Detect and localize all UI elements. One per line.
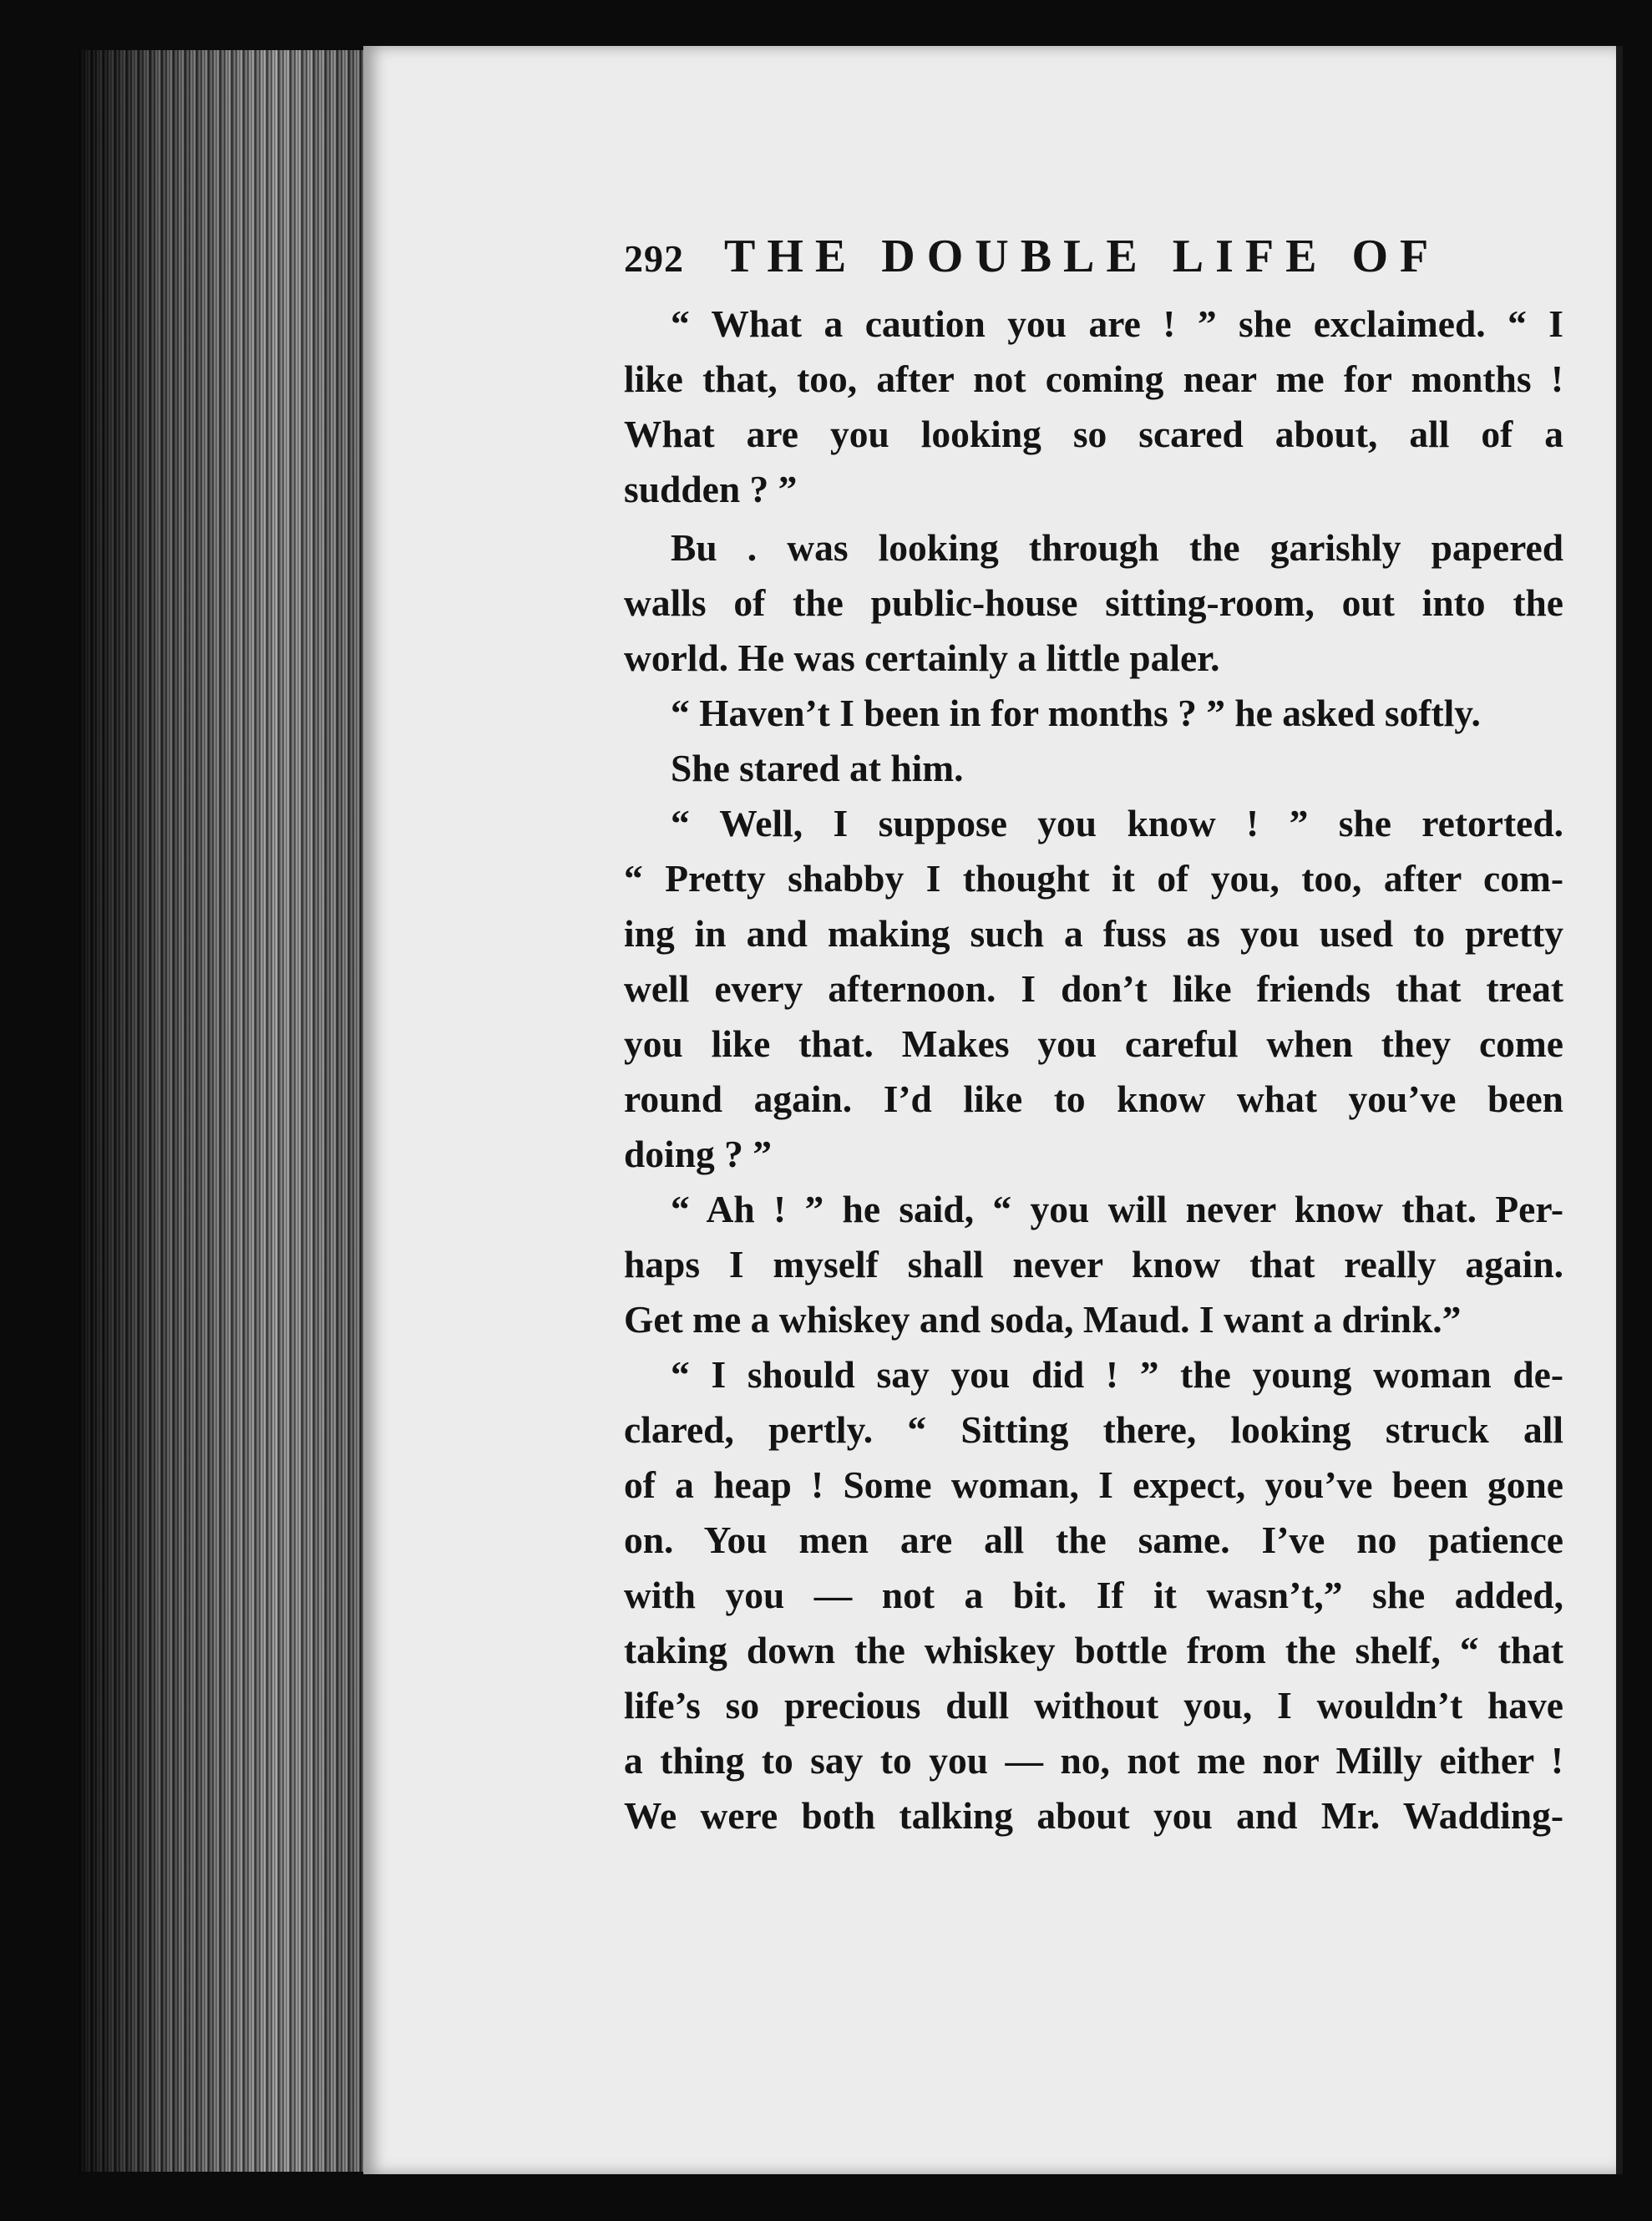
- text-line: round again. I’d like to know what you’ve been: [624, 1078, 1563, 1120]
- text-line: you like that. Makes you careful when they come: [624, 1022, 1563, 1065]
- running-head: THE DOUBLE LIFE OF: [724, 231, 1441, 282]
- text-line: “ Pretty shabby I thought it of you, too, after com-: [624, 857, 1563, 900]
- text-line: Bu . was looking through the garishly papered: [671, 526, 1563, 569]
- text-line: She stared at him.: [671, 747, 964, 789]
- text-line: “ What a caution you are ! ” she exclaimed. “ I: [671, 302, 1563, 345]
- text-line: world. He was certainly a little paler.: [624, 636, 1220, 679]
- text-line: taking down the whiskey bottle from the shelf, “ that: [624, 1629, 1563, 1671]
- text-line: What are you looking so scared about, all of a: [624, 413, 1563, 455]
- text-line: a thing to say to you — no, not me nor Milly either !: [624, 1739, 1563, 1782]
- text-line: of a heap ! Some woman, I expect, you’ve been gone: [624, 1463, 1563, 1506]
- text-line: clared, pertly. “ Sitting there, looking struck all: [624, 1408, 1563, 1451]
- text-line: on. You men are all the same. I’ve no patience: [624, 1519, 1563, 1561]
- text-line: “ Haven’t I been in for months ? ” he asked softly.: [671, 692, 1481, 734]
- text-line: “ Well, I suppose you know ! ” she retorted.: [671, 802, 1563, 844]
- text-line: walls of the public-house sitting-room, out into the: [624, 581, 1563, 624]
- text-line: “ I should say you did ! ” the young woman de-: [671, 1353, 1563, 1396]
- text-line: with you — not a bit. If it wasn’t,” she added,: [624, 1574, 1563, 1616]
- text-line: Get me a whiskey and soda, Maud. I want a drink.”: [624, 1298, 1462, 1341]
- text-line: ing in and making such a fuss as you used to pretty: [624, 912, 1563, 955]
- page-number: 292: [624, 237, 684, 280]
- text-line: well every afternoon. I don’t like friends that treat: [624, 967, 1563, 1010]
- page-right-edge: [1616, 46, 1623, 2174]
- text-line: life’s so precious dull without you, I wouldn’t have: [624, 1684, 1563, 1727]
- text-line: We were both talking about you and Mr. Wadding-: [624, 1794, 1563, 1837]
- text-line: doing ? ”: [624, 1133, 773, 1175]
- page-text: [624, 297, 1563, 1843]
- book-page: [363, 46, 1616, 2174]
- text-line: sudden ? ”: [624, 468, 798, 510]
- text-line: like that, too, after not coming near me for months !: [624, 357, 1563, 400]
- text-line: “ Ah ! ” he said, “ you will never know that. Per-: [671, 1188, 1563, 1230]
- text-line: haps I myself shall never know that really again.: [624, 1243, 1563, 1285]
- page-header: [624, 228, 1559, 295]
- book-page-edges: [79, 50, 363, 2172]
